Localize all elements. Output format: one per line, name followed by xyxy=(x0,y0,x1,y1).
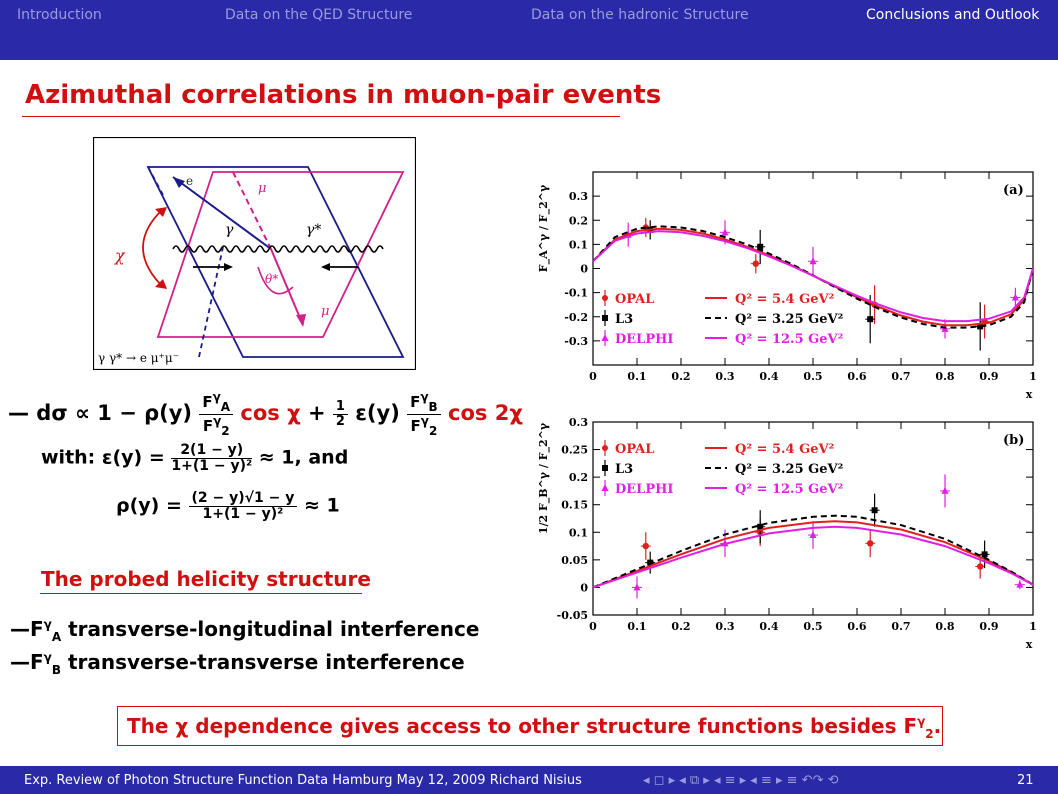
fa-symbol: F xyxy=(202,393,213,411)
y-tick-label: 0.1 xyxy=(568,526,588,540)
cross-section-formula xyxy=(8,391,523,437)
half-num: 1 xyxy=(333,400,348,415)
muon-bottom-track xyxy=(271,249,303,325)
legend-marker xyxy=(602,295,608,301)
x-tick-label: 0.9 xyxy=(979,370,999,383)
beamer-nav-controls[interactable]: ◂ ◻ ▸ ◂ ⧉ ▸ ◂ ≡ ▸ ◂ ≡ ▸ ≡ ↶↷ ⟲ xyxy=(643,773,839,788)
helicity-item xyxy=(10,617,479,644)
x-tick-label: 0.5 xyxy=(803,620,823,633)
fa-sub: A xyxy=(220,400,231,414)
label-chi: χ xyxy=(115,246,125,265)
x-tick-label: 0.6 xyxy=(847,370,867,383)
data-point xyxy=(977,563,983,569)
y-tick-label: 0.15 xyxy=(561,498,588,512)
chart-panel-b xyxy=(535,410,1050,670)
x-tick-label: 0.2 xyxy=(671,370,691,383)
legend-line-label: Q² = 3.25 GeV² xyxy=(735,312,844,327)
x-tick-label: 0.1 xyxy=(627,370,647,383)
legend-marker xyxy=(602,445,608,451)
x-tick-label: 0.7 xyxy=(891,620,911,633)
eps-den: 1+(1 − y)² xyxy=(171,457,253,474)
legend-line-label: Q² = 5.4 GeV² xyxy=(735,442,835,457)
legend-marker-label: L3 xyxy=(615,312,634,327)
x-tick-label: 0.8 xyxy=(935,370,955,383)
conclusion-sup: γ xyxy=(917,714,926,729)
legend-marker-label: OPAL xyxy=(615,442,655,457)
label-gamma-star: γ* xyxy=(306,222,322,238)
legend-marker-label: L3 xyxy=(615,462,634,477)
helicity-text: transverse-longitudinal interference xyxy=(68,617,480,641)
y-tick-label: 0 xyxy=(580,262,588,276)
one-half xyxy=(333,400,348,428)
chi-arc xyxy=(143,209,163,287)
nav-hadronic-structure[interactable]: Data on the hadronic Structure xyxy=(531,7,749,23)
y-tick-label: 0.3 xyxy=(568,190,588,204)
nav-conclusions[interactable]: Conclusions and Outlook xyxy=(866,7,1040,23)
rho-den: 1+(1 − y)² xyxy=(202,505,284,522)
y-tick-label: 0.2 xyxy=(568,214,588,228)
f2-sub-2: 2 xyxy=(428,423,438,438)
chart-panel-a xyxy=(535,160,1050,420)
y-tick-label: 0.3 xyxy=(568,416,588,429)
nav-qed-structure[interactable]: Data on the QED Structure xyxy=(225,7,413,23)
fb-symbol: F xyxy=(410,393,421,411)
y-tick-label: 0.1 xyxy=(568,238,588,252)
subheading: The probed helicity structure xyxy=(41,567,371,591)
series-line xyxy=(593,231,1033,321)
conclusion-sub: 2 xyxy=(925,727,934,741)
x-tick-label: 0.8 xyxy=(935,620,955,633)
rho-num: (2 − y)√1 − y xyxy=(189,491,298,507)
f2-symbol-2: F xyxy=(410,416,421,435)
x-tick-label: 0.3 xyxy=(715,620,735,633)
x-tick-label: 0.6 xyxy=(847,620,867,633)
y-tick-label: 0.05 xyxy=(561,553,588,567)
helicity-sub: A xyxy=(51,630,62,644)
conclusion-box xyxy=(117,706,943,746)
top-nav-bar xyxy=(0,0,1058,60)
rho-formula xyxy=(116,491,340,521)
conclusion-text: The χ dependence gives access to other structure functions besides F xyxy=(127,714,918,738)
label-gamma: γ xyxy=(225,222,234,238)
legend-line-label: Q² = 3.25 GeV² xyxy=(735,462,844,477)
x-axis-label: x xyxy=(1025,388,1033,401)
label-e: e xyxy=(186,174,194,188)
label-process: γ γ* → e μ⁺μ⁻ xyxy=(98,351,180,365)
x-tick-label: 0 xyxy=(589,370,597,383)
x-tick-label: 0.2 xyxy=(671,620,691,633)
helicity-item xyxy=(10,650,465,677)
eps-num: 2(1 − y) xyxy=(171,443,252,459)
x-tick-label: 0.4 xyxy=(759,370,779,383)
x-tick-label: 0.3 xyxy=(715,370,735,383)
label-mu-bottom: μ xyxy=(321,304,330,319)
f2-sup: γ xyxy=(213,413,222,428)
f2-sub: 2 xyxy=(221,423,230,438)
legend-marker-label: OPAL xyxy=(615,292,655,307)
plane-edge-dashed-2 xyxy=(199,247,223,357)
data-point xyxy=(867,316,873,322)
cos-2chi: cos 2χ xyxy=(448,401,523,426)
fa-over-f2 xyxy=(199,391,233,437)
y-axis-label: 1/2 F_B^γ / F_2^γ xyxy=(537,422,550,535)
x-axis-label: x xyxy=(1025,638,1033,651)
helicity-symbol: —F xyxy=(10,650,44,674)
helicity-symbol: —F xyxy=(10,617,44,641)
y-tick-label: 0.25 xyxy=(561,443,588,457)
x-tick-label: 1 xyxy=(1029,370,1037,383)
photon-arrowhead-left xyxy=(224,263,233,271)
epsilon-formula xyxy=(41,443,348,473)
legend-marker xyxy=(602,484,609,491)
y-tick-label: -0.3 xyxy=(564,334,588,348)
eps-tail: ≈ 1, and xyxy=(258,446,349,469)
with-label: with: ε(y) = xyxy=(41,446,165,469)
fb-over-f2 xyxy=(407,391,441,437)
helicity-sup: γ xyxy=(43,617,52,632)
y-tick-label: -0.05 xyxy=(556,609,588,622)
legend-marker-label: DELPHI xyxy=(615,482,674,497)
x-tick-label: 0.4 xyxy=(759,620,779,633)
fb-sup: γ xyxy=(420,390,429,404)
helicity-sup: γ xyxy=(43,650,52,665)
subheading-underline xyxy=(40,593,362,594)
x-tick-label: 0 xyxy=(589,620,597,633)
legend-line-label: Q² = 5.4 GeV² xyxy=(735,292,835,307)
y-tick-label: 0.2 xyxy=(568,471,588,485)
y-tick-label: 0 xyxy=(580,581,588,595)
formula-lead: — dσ ∝ 1 − ρ(y) xyxy=(8,401,193,426)
conclusion-period: . xyxy=(933,714,942,738)
y-tick-label: -0.1 xyxy=(564,286,588,300)
eps-fraction xyxy=(171,443,252,473)
y-tick-label: -0.2 xyxy=(564,310,588,324)
half-den: 2 xyxy=(335,413,345,429)
legend-line-label: Q² = 12.5 GeV² xyxy=(735,332,844,347)
legend-marker xyxy=(602,315,608,321)
f2-symbol: F xyxy=(202,416,214,435)
data-point xyxy=(867,540,873,546)
label-mu-top: μ xyxy=(258,181,267,196)
rho-tail: ≈ 1 xyxy=(303,494,340,517)
muon-plane xyxy=(158,172,403,337)
helicity-sub: B xyxy=(51,663,62,677)
rho-label: ρ(y) = xyxy=(116,494,182,517)
photon-arrowhead-right xyxy=(321,263,330,271)
x-tick-label: 0.7 xyxy=(891,370,911,383)
panel-label: (b) xyxy=(1003,433,1025,448)
nav-introduction[interactable]: Introduction xyxy=(17,7,102,23)
legend-marker xyxy=(602,334,609,341)
slide-title: Azimuthal correlations in muon-pair events xyxy=(25,80,662,110)
data-point xyxy=(753,260,759,266)
data-point xyxy=(872,507,878,513)
footer-text: Exp. Review of Photon Structure Function Data Hamburg May 12, 2009 Richard Nisius xyxy=(24,773,582,788)
photon-wavy-line xyxy=(173,246,383,252)
fa-sup: γ xyxy=(212,390,221,404)
kinematics-diagram xyxy=(93,137,416,370)
x-tick-label: 0.1 xyxy=(627,620,647,633)
formula-eps: ε(y) xyxy=(355,401,400,426)
formula-plus: + xyxy=(307,401,326,426)
footer-bar xyxy=(0,766,1058,794)
fb-sub: B xyxy=(428,400,438,414)
legend-marker xyxy=(602,465,608,471)
muon-arrowhead xyxy=(296,314,306,327)
cos-chi: cos χ xyxy=(240,401,301,426)
title-underline xyxy=(22,116,620,117)
x-tick-label: 1 xyxy=(1029,620,1037,633)
electron-arrowhead xyxy=(173,177,185,188)
y-axis-label: F_A^γ / F_2^γ xyxy=(537,184,550,273)
helicity-text: transverse-transverse interference xyxy=(67,650,465,674)
panel-label: (a) xyxy=(1003,183,1024,198)
data-point xyxy=(643,543,649,549)
series-line xyxy=(593,229,1033,326)
x-tick-label: 0.9 xyxy=(979,620,999,633)
label-theta-star: θ* xyxy=(265,272,279,286)
legend-marker-label: DELPHI xyxy=(615,332,674,347)
page-number: 21 xyxy=(1017,773,1034,788)
rho-fraction xyxy=(189,491,298,521)
f2-sup-2: γ xyxy=(420,413,429,428)
legend-line-label: Q² = 12.5 GeV² xyxy=(735,482,844,497)
data-point xyxy=(982,551,988,557)
x-tick-label: 0.5 xyxy=(803,370,823,383)
data-point xyxy=(810,531,817,538)
